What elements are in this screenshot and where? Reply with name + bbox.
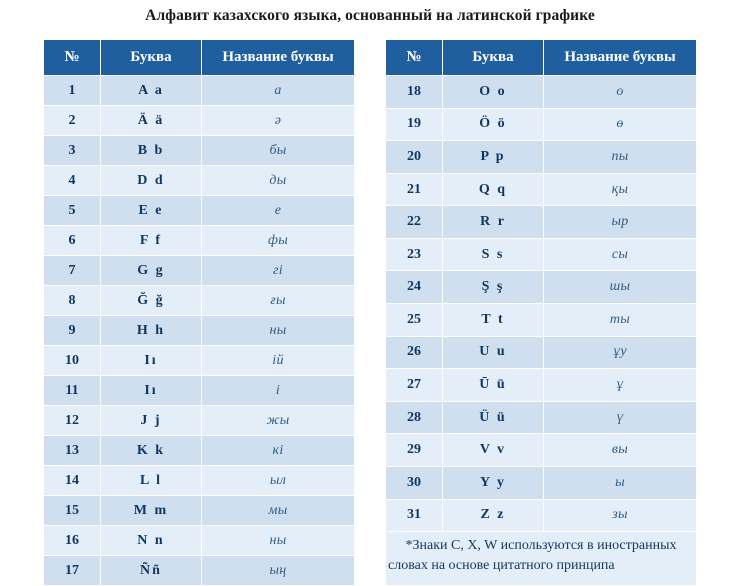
- cell-number: 30: [386, 466, 443, 499]
- cell-number: 8: [44, 286, 101, 316]
- cell-letter-name: ды: [202, 166, 355, 196]
- cell-letter-name: кі: [202, 436, 355, 466]
- cell-number: 10: [44, 346, 101, 376]
- cell-letter-name: фы: [202, 226, 355, 256]
- cell-letter-name: ә: [202, 106, 355, 136]
- cell-letter-name: ны: [202, 316, 355, 346]
- cell-letter-name: зы: [544, 499, 697, 532]
- table-row: [386, 434, 697, 467]
- column-header-letter: Буква: [101, 40, 202, 76]
- cell-letter-name: ың: [202, 556, 355, 586]
- cell-number: 27: [386, 369, 443, 402]
- table-row: [386, 499, 697, 532]
- footnote-row: [386, 532, 697, 586]
- cell-number: 26: [386, 336, 443, 369]
- cell-letter: V v: [443, 434, 544, 467]
- table-row: [386, 108, 697, 141]
- table-row: [44, 436, 355, 466]
- cell-letter: M m: [101, 496, 202, 526]
- cell-number: 18: [386, 76, 443, 109]
- cell-letter: K k: [101, 436, 202, 466]
- cell-letter: P p: [443, 141, 544, 174]
- cell-number: 2: [44, 106, 101, 136]
- cell-letter: U u: [443, 336, 544, 369]
- column-header-letter: Буква: [443, 40, 544, 76]
- cell-letter: L l: [101, 466, 202, 496]
- column-header-name: Название буквы: [544, 40, 697, 76]
- cell-letter: O o: [443, 76, 544, 109]
- cell-letter: B b: [101, 136, 202, 166]
- cell-letter: J j: [101, 406, 202, 436]
- table-row: [44, 166, 355, 196]
- alphabet-table-left: [43, 39, 355, 586]
- cell-letter-name: ұ: [544, 369, 697, 402]
- cell-letter-name: ө: [544, 108, 697, 141]
- table-row: [44, 226, 355, 256]
- cell-number: 22: [386, 206, 443, 239]
- table-row: [386, 141, 697, 174]
- cell-letter: D d: [101, 166, 202, 196]
- cell-letter-name: а: [202, 76, 355, 106]
- cell-number: 1: [44, 76, 101, 106]
- cell-number: 20: [386, 141, 443, 174]
- cell-number: 4: [44, 166, 101, 196]
- footnote-text: *Знаки C, X, W используются в иностранных словах на основе цитатного принципа: [386, 532, 697, 586]
- table-row: [44, 466, 355, 496]
- cell-letter-name: ыр: [544, 206, 697, 239]
- table-row: [44, 376, 355, 406]
- cell-letter-name: мы: [202, 496, 355, 526]
- cell-letter-name: шы: [544, 271, 697, 304]
- cell-number: 14: [44, 466, 101, 496]
- table-row: [44, 526, 355, 556]
- cell-letter-name: бы: [202, 136, 355, 166]
- cell-letter-name: е: [202, 196, 355, 226]
- cell-letter: Ö ö: [443, 108, 544, 141]
- cell-number: 24: [386, 271, 443, 304]
- table-header-row: [44, 40, 355, 76]
- cell-letter-name: қы: [544, 173, 697, 206]
- cell-number: 17: [44, 556, 101, 586]
- cell-letter-name: гі: [202, 256, 355, 286]
- table-row: [386, 173, 697, 206]
- cell-letter-name: і: [202, 376, 355, 406]
- table-row: [386, 369, 697, 402]
- cell-number: 31: [386, 499, 443, 532]
- cell-number: 7: [44, 256, 101, 286]
- cell-letter: Y y: [443, 466, 544, 499]
- table-row: [386, 466, 697, 499]
- column-header-name: Название буквы: [202, 40, 355, 76]
- table-row: [386, 238, 697, 271]
- table-row: [386, 76, 697, 109]
- table-row: [44, 556, 355, 586]
- table-row: [44, 256, 355, 286]
- cell-number: 29: [386, 434, 443, 467]
- page-title: Алфавит казахского языка, основанный на латинской графике: [145, 7, 595, 24]
- cell-letter: H h: [101, 316, 202, 346]
- cell-letter-name: о: [544, 76, 697, 109]
- cell-letter: Z z: [443, 499, 544, 532]
- cell-letter-name: вы: [544, 434, 697, 467]
- cell-number: 28: [386, 401, 443, 434]
- table-row: [44, 496, 355, 526]
- table-row: [386, 336, 697, 369]
- cell-letter: A a: [101, 76, 202, 106]
- cell-number: 11: [44, 376, 101, 406]
- table-row: [386, 401, 697, 434]
- cell-letter: Ğ ğ: [101, 286, 202, 316]
- cell-letter-name: жы: [202, 406, 355, 436]
- cell-letter: Iı: [101, 346, 202, 376]
- cell-letter-name: ү: [544, 401, 697, 434]
- cell-number: 23: [386, 238, 443, 271]
- cell-letter-name: ыл: [202, 466, 355, 496]
- table-row: [44, 346, 355, 376]
- alphabet-table-right: [385, 39, 697, 586]
- cell-letter: G g: [101, 256, 202, 286]
- table-row: [386, 206, 697, 239]
- cell-letter: Ññ: [101, 556, 202, 586]
- table-row: [44, 136, 355, 166]
- cell-letter: E e: [101, 196, 202, 226]
- cell-letter: Iı: [101, 376, 202, 406]
- table-row: [44, 196, 355, 226]
- cell-letter: N n: [101, 526, 202, 556]
- table-separator: [369, 39, 371, 586]
- table-row: [44, 316, 355, 346]
- cell-letter: Ū ū: [443, 369, 544, 402]
- cell-letter-name: сы: [544, 238, 697, 271]
- cell-letter: Ş ş: [443, 271, 544, 304]
- cell-number: 15: [44, 496, 101, 526]
- cell-number: 9: [44, 316, 101, 346]
- table-row: [44, 106, 355, 136]
- table-row: [386, 304, 697, 337]
- cell-letter-name: ұу: [544, 336, 697, 369]
- cell-letter: Q q: [443, 173, 544, 206]
- table-row: [44, 76, 355, 106]
- cell-number: 3: [44, 136, 101, 166]
- cell-letter: Ä ä: [101, 106, 202, 136]
- cell-letter: F f: [101, 226, 202, 256]
- cell-letter-name: ны: [202, 526, 355, 556]
- cell-letter-name: ғы: [202, 286, 355, 316]
- cell-number: 13: [44, 436, 101, 466]
- cell-letter: S s: [443, 238, 544, 271]
- cell-number: 5: [44, 196, 101, 226]
- cell-letter: T t: [443, 304, 544, 337]
- table-row: [386, 271, 697, 304]
- table-header-row: [386, 40, 697, 76]
- cell-number: 16: [44, 526, 101, 556]
- cell-number: 12: [44, 406, 101, 436]
- cell-letter: Ü ü: [443, 401, 544, 434]
- cell-letter-name: ты: [544, 304, 697, 337]
- cell-number: 21: [386, 173, 443, 206]
- cell-letter-name: ій: [202, 346, 355, 376]
- column-header-number: №: [386, 40, 443, 76]
- table-row: [44, 286, 355, 316]
- cell-number: 25: [386, 304, 443, 337]
- column-header-number: №: [44, 40, 101, 76]
- cell-letter: R r: [443, 206, 544, 239]
- cell-number: 19: [386, 108, 443, 141]
- cell-number: 6: [44, 226, 101, 256]
- cell-letter-name: ы: [544, 466, 697, 499]
- cell-letter-name: пы: [544, 141, 697, 174]
- table-row: [44, 406, 355, 436]
- alphabet-tables: [0, 39, 740, 586]
